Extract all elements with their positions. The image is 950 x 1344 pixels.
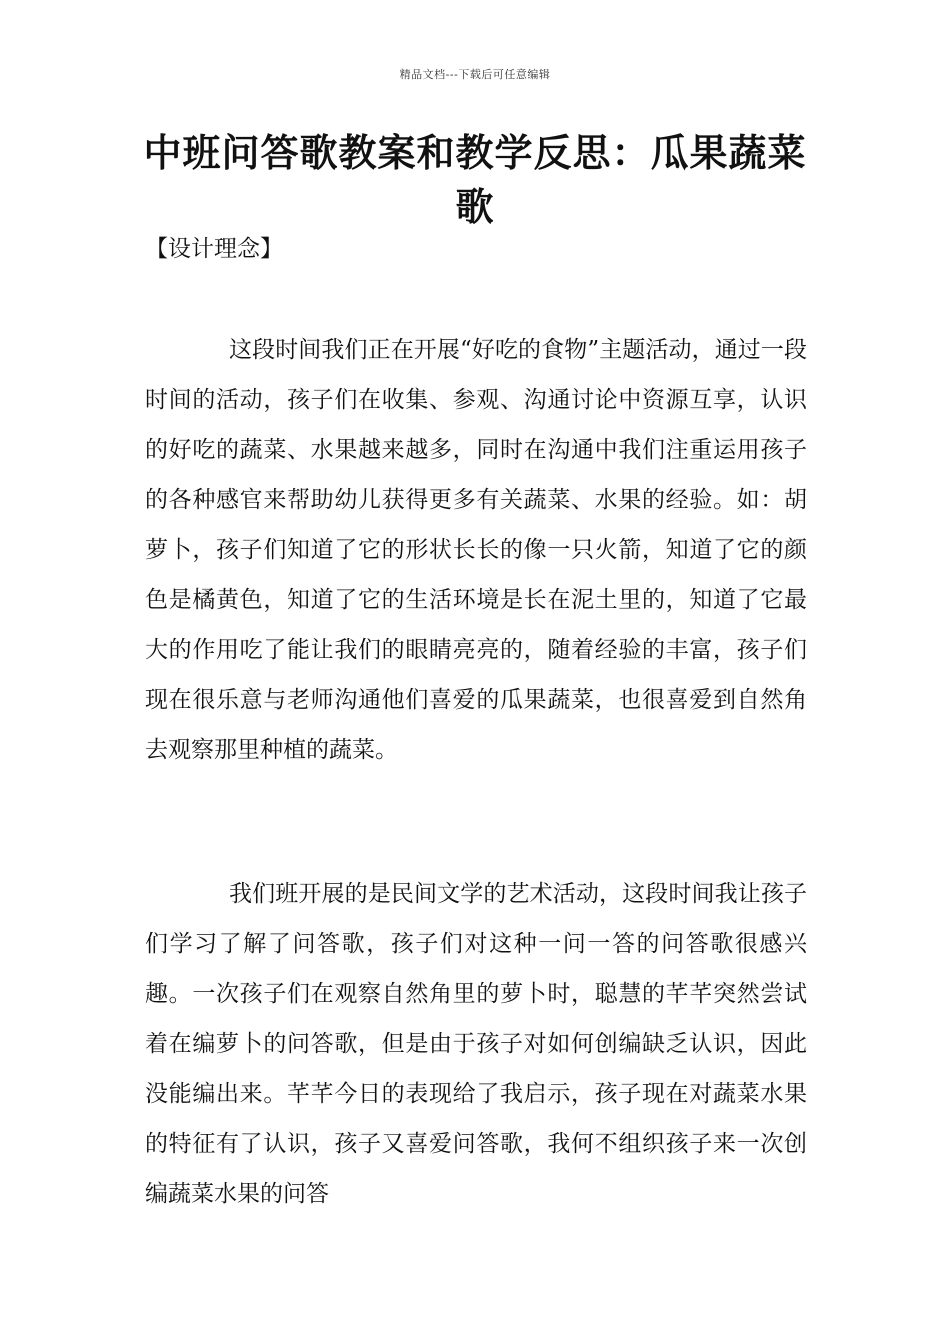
body-paragraph-1: 这段时间我们正在开展“好吃的食物”主题活动，通过一段时间的活动，孩子们在收集、参观、沟通讨论中资源互享，认识的好吃的蔬菜、水果越来越多，同时在沟通中我们注重运用孩子的各种感官来帮助幼儿获得更多有关蔬菜、水果的经验。如：胡萝卜，孩子们知道了它的形状长长的像一只火箭，知道了它的颜色是橘黄色，知道了它的生活环境是长在泥土里的，知道了它最大的作用吃了能让我们的眼睛亮亮的，随着经验的丰富，孩子们现在很乐意与老师沟通他们喜爱的瓜果蔬菜，也很喜爱到自然角去观察那里种植的蔬菜。 xyxy=(145,337,807,763)
header-note: 精品文档---下载后可任意编辑 xyxy=(399,68,551,81)
document-title: 中班问答歌教案和教学反思：瓜果蔬菜歌 xyxy=(143,131,807,229)
body-paragraph-2: 我们班开展的是民间文学的艺术活动，这段时间我让孩子们学习了解了问答歌，孩子们对这种一问一答的问答歌很感兴趣。一次孩子们在观察自然角里的萝卜时，聪慧的芊芊突然尝试着在编萝卜的问答歌，但是由于孩子对如何创编缺乏认识，因此没能编出来。芊芊今日的表现给了我启示，孩子现在对蔬菜水果的特征有了认识，孩子又喜爱问答歌，我何不组织孩子来一次创编蔬菜水果的问答 xyxy=(145,881,807,1207)
section-heading: 【设计理念】 xyxy=(145,236,283,262)
